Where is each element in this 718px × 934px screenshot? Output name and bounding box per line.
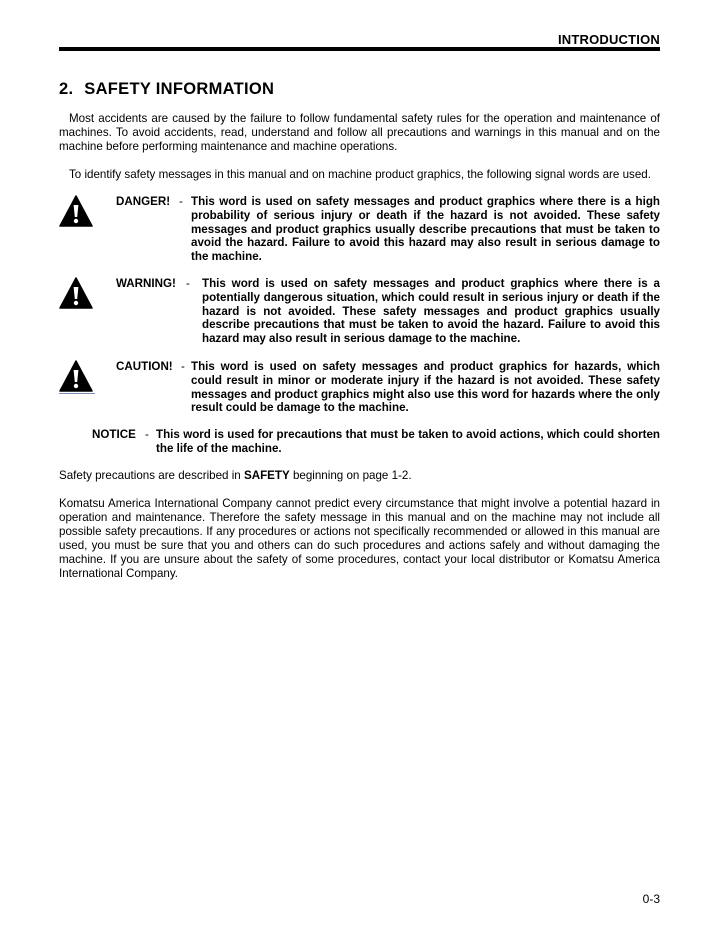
precautions-prefix: Safety precautions are described in	[59, 469, 244, 482]
signal-word: WARNING!	[116, 277, 176, 290]
notice-description: This word is used for precautions that must be taken to avoid actions, which could shorten the life of the machine.	[156, 428, 660, 455]
identify-paragraph: To identify safety messages in this manual and on machine product graphics, the following signal words are used.	[69, 168, 651, 181]
notice-dash: -	[145, 428, 149, 441]
signal-caution	[59, 360, 660, 420]
precautions-paragraph	[59, 469, 660, 483]
warning-triangle-icon	[59, 195, 93, 227]
signal-description: This word is used on safety messages and product graphics where there is a potentially dangerous situation, which could result in serious injury or death if the hazard is not avoided. These safety messages and product graphics usually describe precautions that must be taken to avoid the hazard. Failure to avoid this hazard may also result in serious damage to the machine.	[202, 277, 660, 346]
section-number: 2.	[59, 80, 74, 98]
komatsu-paragraph: Komatsu America International Company cannot predict every circumstance that might involve a potential hazard in operation and maintenance. Therefore the safety message in this manual and on the machine may not include all possible safety precautions. If any procedures or actions not specifically recommended or allowed in this manual are used, you must be sure that you and others can do such procedures and actions safely and without damaging the machine. If you are unsure about the safety of some procedures, contact your local distributor or Komatsu America International Company.	[59, 497, 660, 580]
section-title-text: SAFETY INFORMATION	[84, 80, 275, 98]
signal-description: This word is used on safety messages and product graphics where there is a high probability of serious injury or death if the hazard is not avoided. These safety messages and product graphics usually describe precautions that must be taken to avoid the hazard. Failure to avoid this hazard may also result in serious damage to the machine.	[191, 195, 660, 264]
notice-word: NOTICE	[92, 428, 136, 441]
intro-paragraph: Most accidents are caused by the failure to follow fundamental safety rules for the operation and maintenance of machines. To avoid accidents, read, understand and follow all precautions and warnings in this manual and on the machine before performing maintenance and machine operations.	[59, 112, 660, 153]
warning-triangle-icon	[59, 360, 93, 392]
header-section-label: INTRODUCTION	[557, 32, 660, 47]
signal-dash: -	[186, 277, 190, 290]
precautions-safety-reference: SAFETY	[243, 469, 290, 482]
warning-triangle-icon	[59, 277, 93, 309]
signal-notice	[92, 428, 660, 458]
section-title	[59, 80, 274, 99]
signal-dash: -	[181, 360, 185, 373]
signal-warning	[59, 277, 660, 349]
precautions-suffix: beginning on page 1-2.	[289, 469, 412, 482]
signal-danger	[59, 195, 660, 267]
header-rule	[59, 47, 660, 51]
signal-word: CAUTION!	[116, 360, 173, 373]
signal-description: This word is used on safety messages and product graphics for hazards, which could result in minor or moderate injury if the hazard is not avoided. These safety messages and product graphics might also use this word for hazards where the only result could be damage to the machine.	[191, 360, 660, 415]
page-number: 0-3	[642, 892, 660, 906]
signal-dash: -	[179, 195, 183, 208]
icon-underline	[59, 393, 95, 394]
signal-word: DANGER!	[116, 195, 171, 208]
